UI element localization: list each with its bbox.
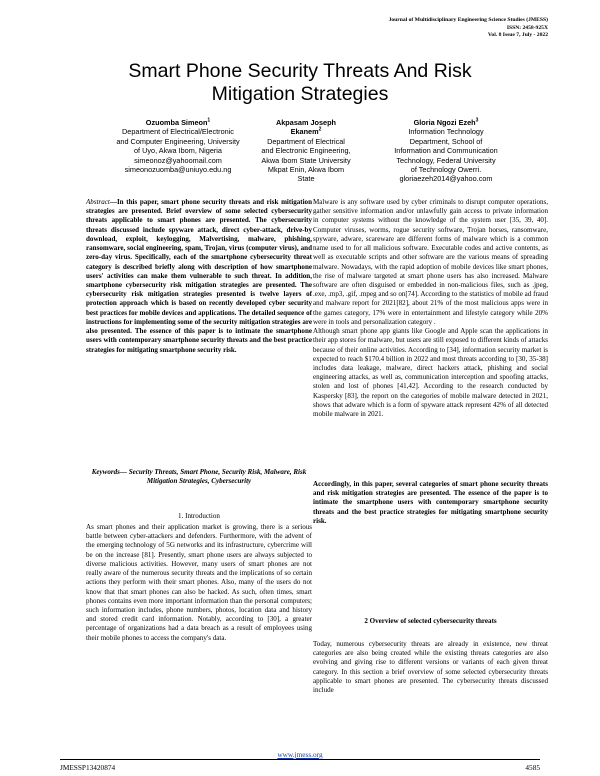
author-2-affiliation: Mkpat Enin, Akwa Ibom — [267, 165, 345, 175]
paper-title — [60, 60, 540, 106]
author-1-affiliation: Department of Electrical/Electronic — [122, 127, 234, 137]
author-2-name-line-1: Akpasam Joseph — [275, 118, 337, 127]
abstract-label: Abstract — [86, 198, 110, 206]
author-3-affiliation: Technology, Federal University — [396, 155, 496, 165]
paragraph-threats: Although smart phone app giants like Google and Apple scan the applications in their app stores for malware, but users are still exposed to different kinds of attacks because of their online activities. According to [34], information security market is expected to reach $170.4 billion in 2022 and most threats according to [30, 35-38] includes data leakage, malware, direct hackers attack, phishing and social engineering attacks, as well as, communication interception and spoofing attacks, stolen and lost of phones [41,42]. According to the research conducted by Kaspersky [83], the report on the categories of mobile malware detected in 2021, shows that adware which is a form of spyware attack represent 42% of all detected mobile malware in 2021. — [313, 327, 548, 419]
section-1-body: As smart phones and their application market is growing, there is a serious battle between cyber-attackers and defenders. Furthermore, with the advent of the emerging technology of 5G networks and its infrastructure, cybercrime will be on the increase [81]. Presently, smart phone users are always subjected to diverse malicious activities. However, many users of smart phones are not really aware of the numerous security threats and the implications of so certain actions they perform with their smart phones. Also, many of the users do not know that that smart phones can also be hacked. As such, often times, smart phones contains even more important information than the personal computers; such information includes, phone numbers, photos, location data and history and stored credit card information. Notably, according to [30], a greater percentage of organizations had a data breach as a result of employees using their mobile phones to access the company's data. — [86, 523, 312, 642]
author-2-name: Ekanem — [290, 127, 319, 137]
journal-name: Journal of Multidisciplinary Engineering Science Studies (JMESS) — [388, 17, 548, 23]
author-2-affiliation: and Electronic Engineering, — [261, 146, 351, 156]
author-3-affiliation: Department, School of — [409, 136, 483, 146]
author-3-email: gloriaezeh2014@yahoo.com — [399, 174, 493, 184]
keywords: Keywords— Security Threats, Smart Phone, Security Risk, Malware, Risk Mitigation Strategies, Cybersecurity — [91, 468, 307, 486]
title-line-2: Mitigation Strategies — [211, 83, 389, 105]
author-3 — [360, 118, 532, 184]
author-2-name-line-2 — [236, 127, 376, 136]
journal-header — [389, 17, 548, 40]
section-2-body: Today, numerous cybersecurity threats are already in existence, new threat categories are also being created while the existing threats categories are also evolving and giving rise to different versions or variants of each given threat category. In this section a brief overview of some selected cybersecurity threats applicable to smart phones are presented. The cybersecurity threats discussed include — [313, 640, 548, 695]
footer-url-link[interactable]: www.jmess.org — [277, 750, 323, 759]
author-2-affiliation: State — [297, 174, 315, 184]
author-2-affiliation: Department of Electrical — [267, 136, 345, 146]
right-column-body — [313, 198, 548, 419]
author-1-email: simeonoz@yahoomail.com — [134, 155, 222, 165]
section-2-heading: 2 Overview of selected cybersecurity threats — [364, 617, 497, 625]
journal-issn: ISSN: 2458-925X — [506, 24, 548, 31]
title-line-1: Smart Phone Security Threats And Risk — [128, 60, 472, 82]
footer-divider — [60, 759, 540, 760]
section-1-heading: 1. Introduction — [178, 512, 220, 520]
paragraph-malware: Malware is any software used by cyber criminals to disrupt computer operations, gather sensitive information and/or unlawfully gain access to private information in computer systems without the knowledge of the system user [35, 39, 40]. Computer viruses, worms, rogue security software, Trojan horses, ransomware, spyware, adware, scareware are different forms of malware which is a common name used to for all malicious software. Executable codes and active contents, as well as executable scripts and other software are the various means of spreading malware. Nowadays, with the rapid adoption of mobile devices like smart phones, the rise of malware targeted at smart phone users has also increased. Malware software are often disguised or embedded in non-malicious files, such as .jpeg, .exe, .mp3, .gif, .mpeg and so on[74]. According to the statistics of mobile ad fraud and malware report for 2021[82], about 21% of the most malicious apps were in the games category, 17% were in entertainment and lifestyle category while 20% were in tools and personalization category . — [313, 198, 548, 326]
author-3-affiliation: of Technology Owerri. — [410, 165, 482, 175]
author-1-affiliation: of Uyo, Akwa Ibom, Nigeria — [133, 146, 222, 156]
abstract-text: —In this paper, smart phone security threats and risk mitigation strategies are presented. Brief overview of some selected cybersecurity threats applicable to smart phones are presented. The cybersecurity threats discussed include spyware attack, direct cyber-attack, drive-by download, exploit, keylogging, Malvertising, malware, phishing, ransomware, social engineering, spam, Trojan, virus (computer virus), and zero-day virus. Specifically, each of the smartphone cybersecurity threat category is described briefly along with description of how smartphone users' activities can make them vulnerable to such threat. In addition, smartphone cybersecurity risk mitigation strategies are presented. The cybersecurity risk mitigation strategies presented is twelve layers of protection approach which is based on recently developed cyber security best practices for mobile devices and applications. The detailed sequence of instructions for implementing some of the security mitigation strategies are also presented. The essence of this paper is to intimate the smartphone users with contemporary smartphone security threats and the best practice strategies for mitigating smartphone security risk. — [86, 198, 312, 354]
author-2 — [236, 118, 376, 184]
author-3-name-line — [360, 118, 532, 127]
author-3-affiliation: Information Technology — [408, 127, 484, 137]
paragraph-essence: Accordingly, in this paper, several categories of smart phone security threats and risk mitigation strategies are presented. The essence of the paper is to intimate the smartphone users with contemporary smartphone security threats and the best practice strategies for mitigating smartphone security risk. — [313, 480, 548, 525]
abstract — [86, 198, 312, 355]
footer-paper-id: JMESSP13420874 — [60, 763, 116, 772]
author-2-affiliation: Akwa Ibom State University — [261, 155, 351, 165]
author-2-sup: 2 — [318, 126, 322, 133]
footer-page-number: 4585 — [525, 763, 540, 772]
author-1-email: simeonozuomba@uniuyo.edu.ng — [124, 165, 232, 175]
journal-volume: Vol. 8 Issue 7, July - 2022 — [487, 32, 548, 39]
author-1-sup: 1 — [207, 117, 211, 124]
author-3-name: Gloria Ngozi Ezeh — [413, 118, 476, 127]
author-3-sup: 3 — [475, 117, 479, 124]
author-1-name: Ozuomba Simeon — [145, 118, 208, 127]
author-1-affiliation: and Computer Engineering, University — [116, 136, 240, 146]
author-3-affiliation: Information and Communication — [394, 146, 498, 156]
